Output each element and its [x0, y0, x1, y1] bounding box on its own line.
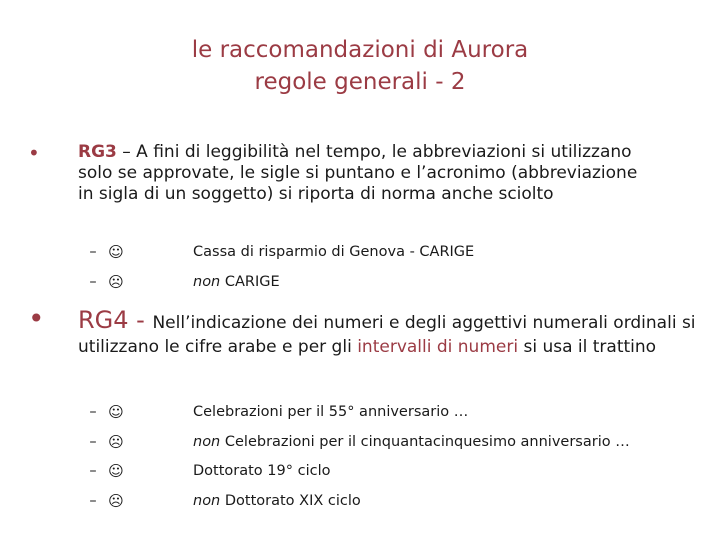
bullet-icon: • [28, 141, 40, 165]
slide-title [0, 34, 720, 98]
rule-rg3-text [78, 142, 638, 205]
rule-description-end: si usa il trattino [518, 337, 657, 357]
dash-bullet: – [89, 274, 97, 290]
bullet-icon: • [28, 302, 45, 335]
frown-icon: ☹ [108, 273, 124, 291]
rule-description: – A fini di leggibilità nel tempo, le abbreviazioni si utilizzano solo se approvate, le sigle si puntano e l’acronimo (abbreviazione in sigla di un soggetto) si riporta di norma anche sciolto [78, 142, 638, 204]
highlight-text: intervalli di numeri [357, 337, 519, 357]
negation-label: non [193, 434, 221, 450]
negation-label: non [193, 274, 221, 290]
smiley-icon: ☺ [108, 243, 124, 261]
title-line-2: regole generali - 2 [254, 69, 466, 95]
example-text: Celebrazioni per il 55° anniversario … [193, 404, 469, 420]
example-text: non CARIGE [193, 274, 280, 290]
smiley-icon: ☺ [108, 403, 124, 421]
dash-bullet: – [89, 493, 97, 509]
dash-bullet: – [89, 404, 97, 420]
rule-code: RG4 [78, 306, 129, 334]
rule-rg4-text [78, 308, 708, 359]
frown-icon: ☹ [108, 492, 124, 510]
frown-icon: ☹ [108, 433, 124, 451]
title-line-1: le raccomandazioni di Aurora [191, 37, 529, 63]
negation-label: non [193, 493, 221, 509]
dash-bullet: – [89, 244, 97, 260]
rule-code: RG3 [78, 142, 117, 162]
rule-separator: - [128, 306, 153, 334]
example-text: non Celebrazioni per il cinquantacinquesimo anniversario … [193, 434, 630, 450]
example-text: Cassa di risparmio di Genova - CARIGE [193, 244, 475, 260]
dash-bullet: – [89, 463, 97, 479]
example-text: non Dottorato XIX ciclo [193, 493, 361, 509]
smiley-icon: ☺ [108, 462, 124, 480]
example-text: Dottorato 19° ciclo [193, 463, 331, 479]
rule-description: Nell’indicazione dei numeri e degli aggettivi numerali ordinali si utilizzano le cifre arabe e per gli [78, 313, 696, 357]
dash-bullet: – [89, 434, 97, 450]
